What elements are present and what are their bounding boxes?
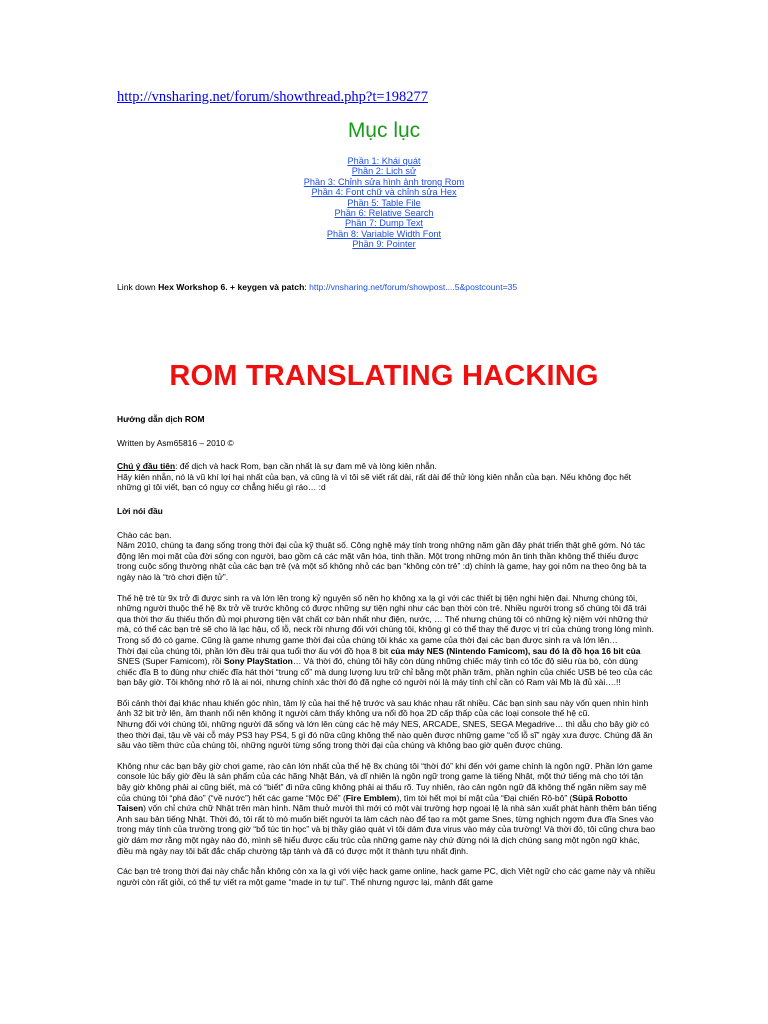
source-thread-link[interactable]: http://vnsharing.net/forum/showthread.php?t=198277 [117, 89, 429, 105]
download-label: Hex Workshop 6. + keygen và patch [158, 282, 305, 292]
note-text-2: Hãy kiên nhẫn, nó là vũ khí lợi hại nhất của bạn, và cũng là vì tôi sẽ viết rất dài, rất dài để thử lòng kiên nhẫn của bạn. Nếu không đọc hết những gì tôi viết, bạn có nguy cơ chẳng hiểu gì ráo… :d [117, 471, 632, 493]
toc-item-4[interactable]: Phần 4: Font chữ và chỉnh sửa Hex [311, 187, 457, 198]
paragraph-1: Năm 2010, chúng ta đang sống trong thời đại của kỹ thuật số. Công nghệ máy tính trong những năm gần đây phát triển thật ghê gớm. Nó tác động lên mọi mặt của đời sống con người, bao gồm cả các mặt văn hóa, tinh thần. Một trong những món ăn tinh thần không thể thiếu được trong cuộc sống thường nhật của các bạn trẻ (và một số không nhỏ các bạn “không còn trẻ” :d) chính là game, hay gọi nôm na theo ông bà ta ngày nào là “trò chơi điện tử”. [117, 540, 647, 582]
download-colon: : [304, 282, 310, 292]
intro-heading: Lời nói đầu [117, 505, 163, 516]
paragraph-3: Thời đại của chúng tôi, phần lớn đều trải qua tuổi thơ ấu với đồ họa 8 bit của máy NES (Nintendo Famicom), sau đó là đồ họa 16 bit của SNES (Super Famicom), rồi Sony PlayStation… Và thời đó, chúng tôi hãy còn dùng những chiếc máy tính có tốc độ siêu rùa bò, còn dùng chiếc đĩa B to đùng như chiếc đĩa hát thời “trung cổ” mà dung lượng lưu trữ chỉ bằng một phần trăm, phần nghìn của chiếc USB bé teo của các bạn bây giờ. Tôi không nhớ rõ là ai nói, nhưng chính xác thời đó đã nghe có người nói là máy tính chỉ cần có Ram vài Mb là đủ xài….!! [117, 645, 653, 688]
paragraph-5: Nhưng đối với chúng tôi, những người đã sống và lớn lên cùng các hệ máy NES, ARCADE, SNES, SEGA Megadrive… thì dẫu cho bây giờ có theo thời đại, tậu về vài cỗ máy PS3 hay PS4, 5 gì đó nữa cũng không thể nào quên được những game “cổ lỗ sĩ” ngày xưa được. Chúng đã ăn sâu vào tiềm thức của chúng tôi, những người từng sống trong thời đại của chúng và không bao giờ quên được chúng. [117, 719, 653, 751]
toc-item-5[interactable]: Phần 5: Table File [347, 197, 421, 208]
toc-item-9[interactable]: Phần 9: Pointer [352, 239, 416, 250]
toc-list [0, 156, 768, 250]
note-label: Chú ý đầu tiên [117, 461, 176, 472]
toc-item-6[interactable]: Phần 6: Relative Search [334, 208, 434, 219]
toc-item-8[interactable]: Phần 8: Variable Width Font [326, 228, 442, 239]
document-body [117, 414, 657, 887]
paragraph-4: Bối cảnh thời đại khác nhau khiến góc nhìn, tâm lý của hai thế hệ trước và sau khác nhau rất nhiều. Các bạn sinh sau này vốn quen nhìn hình ảnh 32 bit trở lên, âm thanh nổi nên không ít người cảm thấy không ưa nổi đồ họa 2D cấp thấp của các loại console thế hệ cũ. [117, 697, 649, 719]
paragraph-6: Không như các bạn bây giờ chơi game, rào cản lớn nhất của thế hệ 8x chúng tôi “thời đó” khi đến với game chính là ngôn ngữ. Phần lớn game console lúc bấy giờ đều là sản phẩm của các hãng Nhật Bản, và dĩ nhiên là ngôn ngữ trong game là tiếng Nhật, một thứ tiếng mà cho tới tận bây giờ không phải ai cũng biết, mà có “biết” đi nữa cũng không phải ai thấu rõ. Tuy nhiên, rào cản ngôn ngữ đã không thể ngăn niềm say mê của chúng tôi “phá đảo” (“về nước”) hết các game “Mộc Đế” (Fire Emblem), tìm tòi hết mọi bí mật của “Đại chiến Rô-bô” (Süpā Robotto Taisen) vốn chỉ chứa chữ Nhật trên màn hình. Năm thuở mười thì mới có một vài trường hợp ngoại lệ là nhà sản xuất phát hành thêm bản tiếng Anh sau bản tiếng Nhật. Thời đó, tôi rất tò mò muốn biết người ta làm cách nào để tạo ra một game Snes, từng nghịch ngợm đưa đĩa Snes vào trong máy tính của trường trong giờ “bổ túc tin học” và bị thầy giáo quát vì tôi dám đưa virus vào máy của trường! Và thời đó, tôi cũng chưa bao giờ dám mơ rằng một ngày nào đó, mình sẽ hiểu được cấu trúc của những game này chứ đừng nói là dịch chúng sang một ngôn ngữ khác, điều mà ngày nay tôi bất đắc chấp chường tập tành và đã có được một ít thành tựu nhất định. [117, 760, 657, 856]
download-line [117, 282, 517, 292]
first-note [117, 461, 657, 472]
toc-title: Mục lục [347, 119, 421, 142]
download-prefix: Link down [117, 282, 159, 292]
paragraph-7: Các bạn trẻ trong thời đại này chắc hẳn không còn xa lạ gì với việc hack game online, hack game PC, dịch Việt ngữ cho các game này và nhiều người còn rất giỏi, có thể tự viết ra một game “made in tự tui”. Thế nhưng ngược lại, mảnh đất game [117, 866, 656, 887]
greeting: Chào các bạn. [117, 529, 172, 540]
paragraph-2: Thế hệ trẻ từ 9x trở đi được sinh ra và lớn lên trong kỷ nguyên số nên họ không xa lạ gì với các thiết bị tiện nghi hiện đại. Nhưng chúng tôi, những người thuộc thế hệ 8x trở về trước không có được những sự tiện nghi như các bạn thời còn trẻ. Nhiều người trong số chúng tôi đã trải qua thời thơ ấu thiếu thốn đủ mọi phương tiện vật chất cơ bản nhất như điện, nước, … Thế nhưng chúng tôi có những kỷ niệm với những thứ mà, có thể các bạn trẻ sẽ cho là lạc hậu, cổ lỗ, neck rồi nhưng đối với chúng tôi, không gì có thể thay thế được vị trí của chúng trong lòng mình. Trong số đó có game. Cũng là game nhưng game thời đại của chúng tôi khác xa game của thời đại các bạn được sinh ra và lớn lên… [117, 592, 654, 645]
note-text: : để dịch và hack Rom, bạn cần nhất là sự đam mê và lòng kiên nhẫn. [175, 461, 437, 472]
subtitle: Hướng dẫn dịch ROM [117, 414, 205, 424]
toc-item-7[interactable]: Phần 7: Dump Text [345, 218, 423, 229]
toc-item-1[interactable]: Phần 1: Khái quát [347, 156, 421, 166]
toc-item-3[interactable]: Phần 3: Chỉnh sửa hình ảnh trong Rom [303, 176, 465, 187]
download-link[interactable]: http://vnsharing.net/forum/showpost....5&postcount=35 [309, 282, 518, 292]
main-title: ROM TRANSLATING HACKING [169, 360, 599, 392]
toc-item-2[interactable]: Phần 2: Lịch sử [351, 166, 417, 177]
author-line: Written by Asm65816 – 2010 © [117, 437, 234, 448]
